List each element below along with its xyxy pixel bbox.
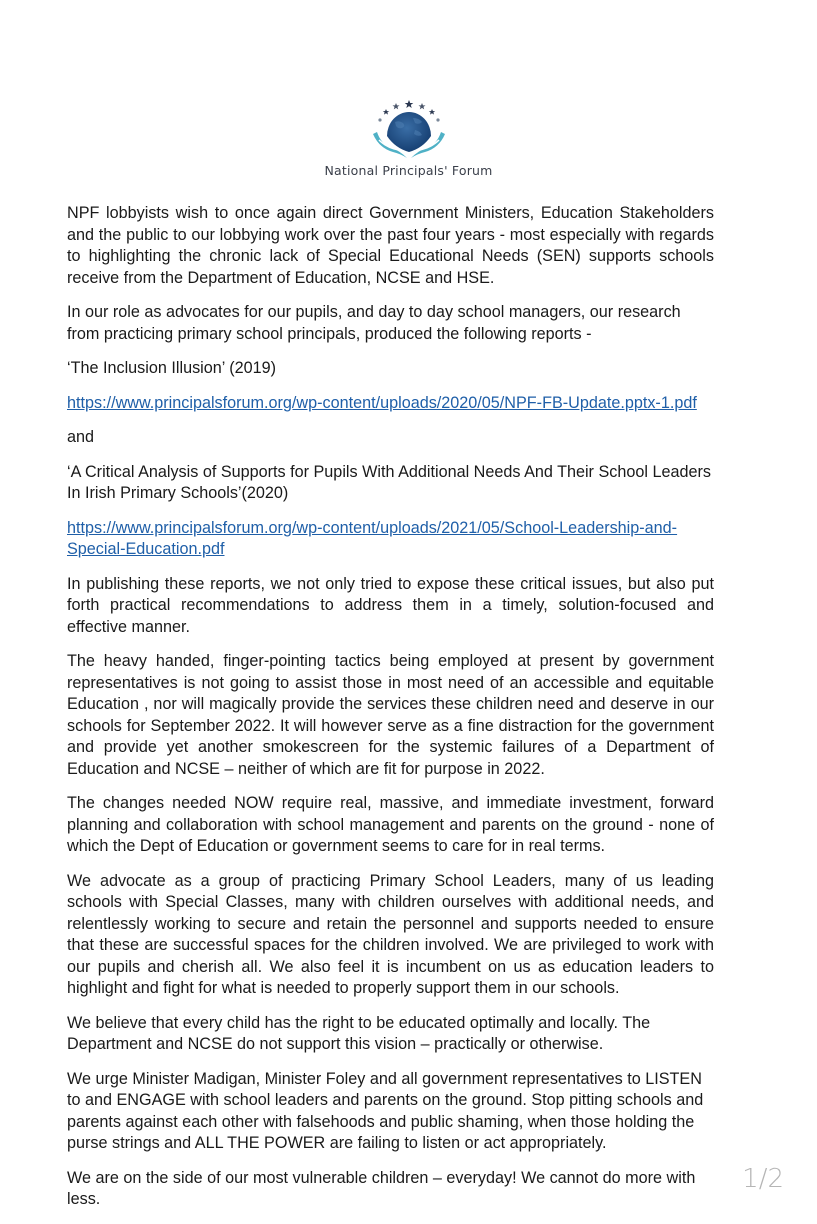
paragraph-publishing: In publishing these reports, we not only tried to expose these critical issues, but also put forth practical recommendations to address them in a timely, solution-focused and effective manner. [67, 574, 714, 636]
npf-logo [0, 98, 817, 178]
connector-text: and [67, 428, 95, 446]
report-link-critical-analysis[interactable]: https://www.principalsforum.org/wp-content/uploads/2021/05/School-Leadership-and- Special-Education.pdf [67, 518, 678, 558]
paragraph-believe: We believe that every child has the right to be educated optimally and locally. The Department and NCSE do not support this vision – practically or otherwise. [67, 1013, 651, 1053]
globe-hands-stars-icon [369, 98, 449, 160]
logo-text: National Principals' Forum [324, 163, 493, 178]
paragraph-changes: The changes needed NOW require real, massive, and immediate investment, forward planning and collaboration with school management and parents on the ground - none of which the Dept of Education or government seems to care for in real terms. [67, 794, 714, 855]
report-link-inclusion-illusion[interactable]: https://www.principalsforum.org/wp-content/uploads/2020/05/NPF-FB-Update.pptx-1.pdf [67, 393, 697, 412]
paragraph-intro: NPF lobbyists wish to once again direct Government Ministers, Education Stakeholders and the public to our lobbying work over the past four years - most especially with regards to highlighting the chronic lack of Special Educational Needs (SEN) supports schools receive from the Department of Education, NCSE and HSE. [67, 204, 714, 287]
paragraph-urge: We urge Minister Madigan, Minister Foley and all government representatives to LISTEN to and ENGAGE with school leaders and parents on the ground. Stop pitting schools and parents against each other with falsehoods and public shaming, when those holding the purse strings and ALL THE POWER are failing to listen or act appropriately. [67, 1069, 704, 1152]
paragraph-role: In our role as advocates for our pupils, and day to day school managers, our research from practicing primary school principals, produced the following reports - [67, 303, 681, 343]
report-title-inclusion-illusion: ‘The Inclusion Illusion’ (2019) [67, 359, 277, 377]
document-body [67, 203, 714, 1224]
paragraph-tactics: The heavy handed, finger-pointing tactics being employed at present by government representatives is not going to assist those in most need of an accessible and equitable Education , nor will magically provide the services these children need and deserve in our schools for September 2022. It will however serve as a fine distraction for the government and provide yet another smokescreen for the systemic failures of a Department of Education and NCSE – neither of which are fit for purpose in 2022. [67, 652, 714, 778]
paragraph-closing: We are on the side of our most vulnerable children – everyday! We cannot do more with less. [67, 1168, 696, 1208]
report-title-critical-analysis: ‘A Critical Analysis of Supports for Pupils With Additional Needs And Their School Leaders In Irish Primary Schools’(2020) [67, 462, 711, 502]
page-indicator: 1/2 [742, 1164, 784, 1194]
paragraph-advocate: We advocate as a group of practicing Primary School Leaders, many of us leading schools with Special Classes, many with children ourselves with additional needs, and relentlessly working to secure and retain the personnel and supports needed to ensure that these are successful spaces for the children involved. We are privileged to work with our pupils and cherish all. We also feel it is incumbent on us as education leaders to highlight and fight for what is needed to properly support them in our schools. [67, 871, 714, 997]
